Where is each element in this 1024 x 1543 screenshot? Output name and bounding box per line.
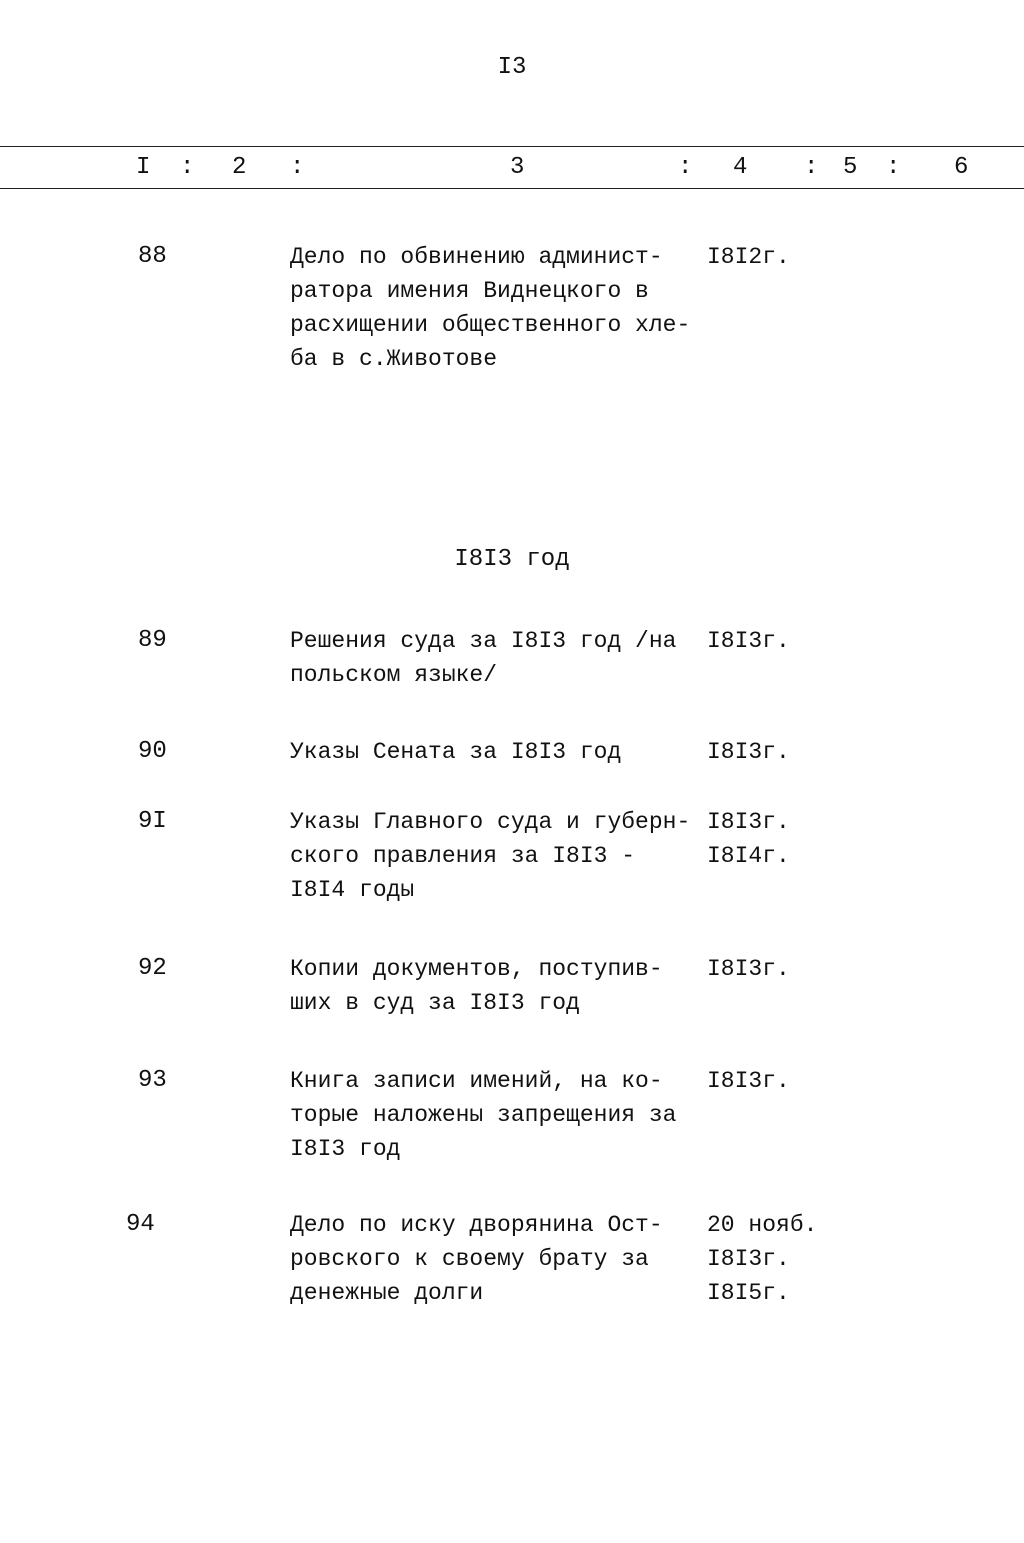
column-5-header: 5 (843, 154, 858, 181)
entry-number: 9I (138, 808, 167, 835)
section-heading-1813: I8I3 год (454, 546, 570, 573)
column-3-header: 3 (510, 154, 525, 181)
column-2-header: 2 (232, 154, 247, 181)
entry-number: 90 (138, 738, 167, 765)
entry-date: I8I3г. (707, 739, 790, 765)
table-header-bottom-rule (0, 188, 1024, 189)
column-4-header: 4 (733, 154, 748, 181)
column-separator: : (886, 154, 901, 181)
entry-number: 89 (138, 627, 167, 654)
entry-description: Дело по иску дворянина Ост- ровского к своему брату за денежные долги (290, 1212, 663, 1306)
entry-date: I8I3г. (707, 1068, 790, 1094)
column-separator: : (180, 154, 195, 181)
entry-date: I8I3г. I8I4г. (707, 809, 790, 869)
entry-description: Указы Сената за I8I3 год (290, 739, 622, 765)
entry-date: I8I3г. (707, 628, 790, 654)
column-separator: : (678, 154, 693, 181)
entry-description: Решения суда за I8I3 год /на польском языке/ (290, 628, 677, 688)
entry-description: Книга записи имений, на ко- торые наложены запрещения за I8I3 год (290, 1068, 677, 1162)
entry-date: I8I2г. (707, 244, 790, 270)
column-6-header: 6 (954, 154, 969, 181)
entry-date: 20 нояб. I8I3г. I8I5г. (707, 1212, 818, 1306)
column-separator: : (290, 154, 305, 181)
entry-number: 94 (126, 1211, 155, 1238)
entry-number: 88 (138, 243, 167, 270)
column-separator: : (804, 154, 819, 181)
entry-description: Указы Главного суда и губерн- ского правления за I8I3 - I8I4 годы (290, 809, 691, 903)
entry-date: I8I3г. (707, 956, 790, 982)
entry-number: 92 (138, 955, 167, 982)
page-number: I3 (497, 54, 527, 81)
entry-description: Копии документов, поступив- ших в суд за I8I3 год (290, 956, 663, 1016)
table-header-top-rule (0, 146, 1024, 147)
entry-description: Дело по обвинению админист- ратора имения Виднецкого в расхищении общественного хле- ба в с.Животове (290, 244, 691, 372)
column-1-header: I (136, 154, 151, 181)
entry-number: 93 (138, 1067, 167, 1094)
